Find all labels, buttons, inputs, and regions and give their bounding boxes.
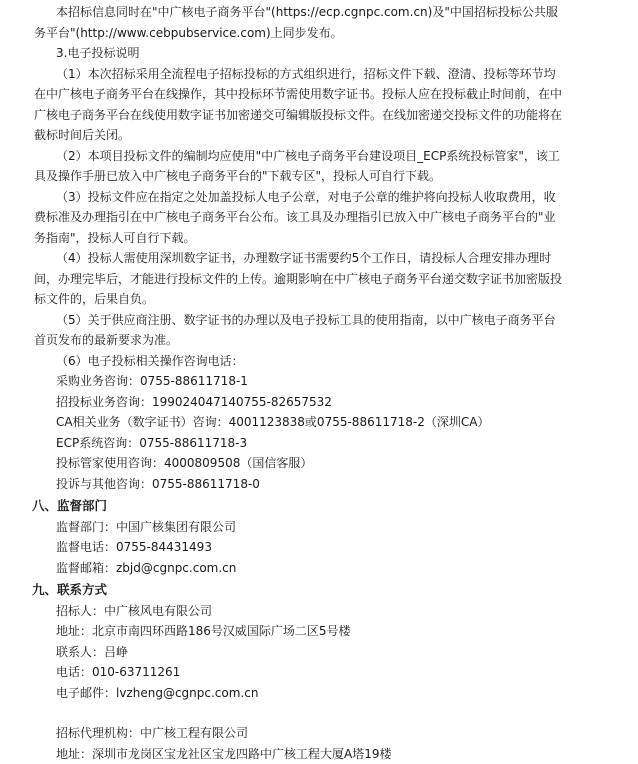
- spacer: [34, 703, 618, 723]
- item6-title: （6）电子投标相关操作咨询电话：: [34, 351, 618, 372]
- item4-line-1: （4）投标人需使用深圳数字证书，办理数字证书需要约5个工作日，请投标人合理安排办理时: [34, 248, 618, 269]
- item2-line-2: 具及操作手册已放入中广核电子商务平台的"下载专区"，投标人可自行下载。: [34, 166, 618, 187]
- tenderer-line: 联系人：吕峥: [34, 642, 618, 663]
- section8-heading: 八、监督部门: [32, 496, 618, 517]
- section9-heading: 九、联系方式: [32, 580, 618, 601]
- contact-line: CA相关业务（数字证书）咨询：4001123838或0755-88611718-2（深圳CA）: [34, 412, 618, 433]
- item1-line-4: 截标时间后关闭。: [34, 125, 618, 146]
- item4-line-3: 标文件的，后果自负。: [34, 289, 618, 310]
- item2-line-1: （2）本项目投标文件的编制均应使用"中广核电子商务平台建设项目_ECP系统投标管家"，该工: [34, 146, 618, 167]
- agency-line: 地址：深圳市龙岗区宝龙社区宝龙四路中广核工程大厦A塔19楼: [34, 744, 618, 764]
- item5-line-1: （5）关于供应商注册、数字证书的办理以及电子投标工具的使用指南，以中广核电子商务平台: [34, 310, 618, 331]
- item1-line-2: 在中广核电子商务平台在线操作，其中投标环节需使用数字证书。投标人应在投标截止时间前，在中: [34, 84, 618, 105]
- tenderer-line: 地址：北京市南四环西路186号汉威国际广场二区5号楼: [34, 621, 618, 642]
- contact-line: 招投标业务咨询：199024047140755-82657532: [34, 392, 618, 413]
- item5-line-2: 首页发布的最新要求为准。: [34, 330, 618, 351]
- contact-line: 投标管家使用咨询：4000809508（国信客服）: [34, 453, 618, 474]
- tenderer-line: 招标人：中广核风电有限公司: [34, 601, 618, 622]
- item3-line-3: 务指南"，投标人可自行下载。: [34, 228, 618, 249]
- tenderer-line: 电子邮件：lvzheng@cgnpc.com.cn: [34, 683, 618, 704]
- intro-line-2: 务平台"(http://www.cebpubservice.com)上同步发布。: [34, 23, 618, 44]
- contact-line: 采购业务咨询：0755-88611718-1: [34, 371, 618, 392]
- item4-line-2: 间，办理完毕后，才能进行投标文件的上传。逾期影响在中广核电子商务平台递交数字证书加密版投: [34, 269, 618, 290]
- supervision-line: 监督电话：0755-84431493: [34, 537, 618, 558]
- item1-line-1: （1）本次招标采用全流程电子招标投标的方式组织进行，招标文件下载、澄清、投标等环节均: [34, 64, 618, 85]
- agency-line: 招标代理机构：中广核工程有限公司: [34, 723, 618, 744]
- intro-line-1: 本招标信息同时在"中广核电子商务平台"(https://ecp.cgnpc.com.cn)及"中国招标投标公共服: [34, 2, 618, 23]
- item1-line-3: 广核电子商务平台在线使用数字证书加密递交可编辑版投标文件。在线加密递交投标文件的功能将在: [34, 105, 618, 126]
- tenderer-line: 电话：010-63711261: [34, 662, 618, 683]
- item3-line-2: 费标准及办理指引在中广核电子商务平台公布。该工具及办理指引已放入中广核电子商务平台的"业: [34, 207, 618, 228]
- supervision-line: 监督邮箱：zbjd@cgnpc.com.cn: [34, 558, 618, 579]
- item3-line-1: （3）投标文件应在指定之处加盖投标人电子公章，对电子公章的维护将向投标人收取费用，收: [34, 187, 618, 208]
- supervision-line: 监督部门：中国广核集团有限公司: [34, 517, 618, 538]
- contact-line: ECP系统咨询：0755-88611718-3: [34, 433, 618, 454]
- section3-title: 3.电子投标说明: [34, 43, 618, 64]
- contact-line: 投诉与其他咨询：0755-88611718-0: [34, 474, 618, 495]
